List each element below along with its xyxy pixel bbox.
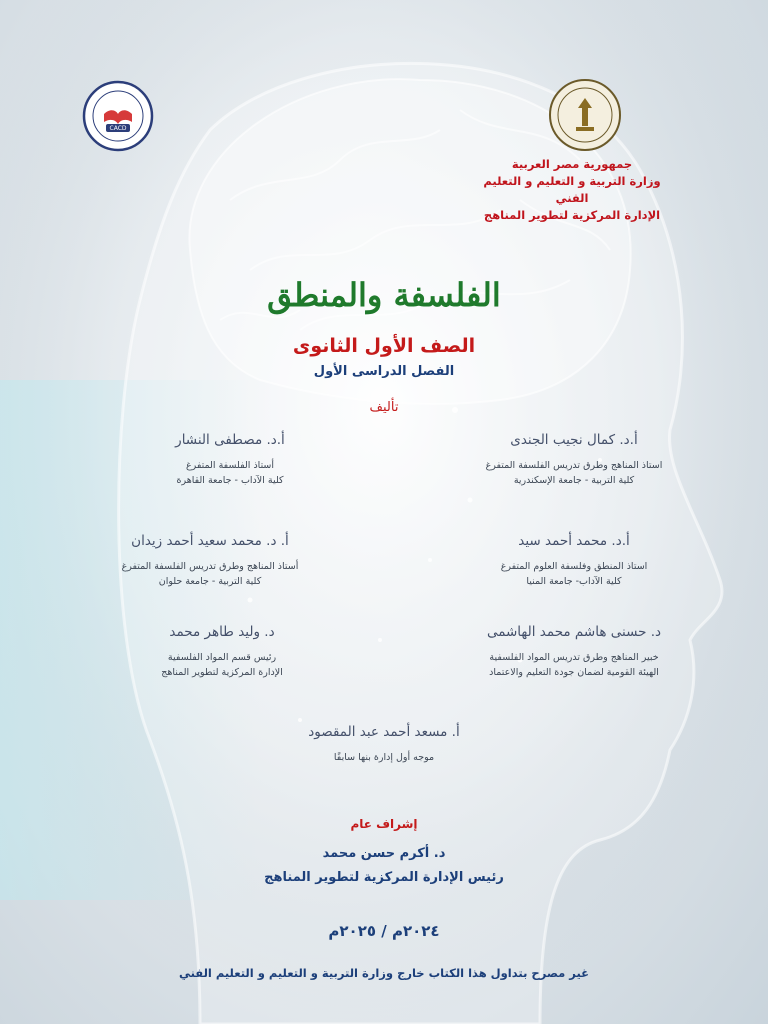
author-title: خبير المناهج وطرق تدريس المواد الفلسفية [489,652,659,663]
general-supervision-label: إشراف عام [350,817,418,831]
author-title: استاذ المناهج وطرق تدريس الفلسفة المتفرغ [485,460,663,471]
author-name: أ.د. مصطفى النشار [175,432,285,448]
academic-year: ٢٠٢٤م / ٢٠٢٥م [328,922,440,940]
cacd-logo-icon [82,80,154,152]
author-affiliation: كلية الآداب - جامعة القاهرة [176,475,284,486]
supervisor-name: د. أكرم حسن محمد [322,846,446,861]
supervisor-role: رئيس الإدارة المركزية لتطوير المناهج [264,870,504,885]
ministry-header [472,156,672,224]
author-affiliation: كلية الآداب- جامعة المنيا [526,576,622,587]
author-name: د. وليد طاهر محمد [169,624,275,640]
ministry-line-country: جمهورية مصر العربية [511,157,633,171]
author-entry [444,624,704,680]
grade-label: الصف الأول الثانوى [292,335,476,357]
author-entry [100,432,360,488]
author-entry [444,533,704,589]
author-title: استاذ المنطق وفلسفة العلوم المتفرغ [500,561,648,572]
author-entry [92,624,352,680]
author-name: أ.د. محمد أحمد سيد [518,533,630,549]
author-title: أستاذ الفلسفة المتفرغ [185,460,275,471]
ministry-line-department: الإدارة المركزية لتطوير المناهج [483,208,661,222]
term-label: الفصل الدراسى الأول [313,364,455,379]
author-affiliation: الإدارة المركزية لتطوير المناهج [161,667,283,678]
author-entry [444,432,704,488]
author-name: أ. مسعد أحمد عبد المقصود [308,724,460,740]
author-name: أ. د. محمد سعيد أحمد زيدان [131,533,289,549]
ministry-of-education-seal-icon [548,78,622,152]
author-title: موجه أول إدارة بنها سابقًا [333,752,435,763]
distribution-notice: غير مصرح بتداول هذا الكتاب خارج وزارة التربية و التعليم و التعليم الفني [178,966,590,980]
author-entry [80,533,340,589]
author-title: رئيس قسم المواد الفلسفية [167,652,277,663]
authored-by-label: تأليف [369,400,399,415]
ministry-line-ministry: وزارة التربية و التعليم و التعليم الفني [483,174,661,205]
author-name: د. حسنى هاشم محمد الهاشمى [486,624,662,640]
author-title: أستاذ المناهج وطرق تدريس الفلسفة المتفرغ [121,561,299,572]
author-affiliation: كلية التربية - جامعة حلوان [158,576,262,587]
author-affiliation: الهيئة القومية لضمان جودة التعليم والاعتماد [489,667,659,678]
cacd-logo-text: CACD [109,125,127,132]
author-entry [254,724,514,765]
book-title: الفلسفة والمنطق [267,276,501,314]
author-name: أ.د. كمال نجيب الجندى [510,432,638,448]
author-affiliation: كلية التربية - جامعة الإسكندرية [513,475,635,486]
